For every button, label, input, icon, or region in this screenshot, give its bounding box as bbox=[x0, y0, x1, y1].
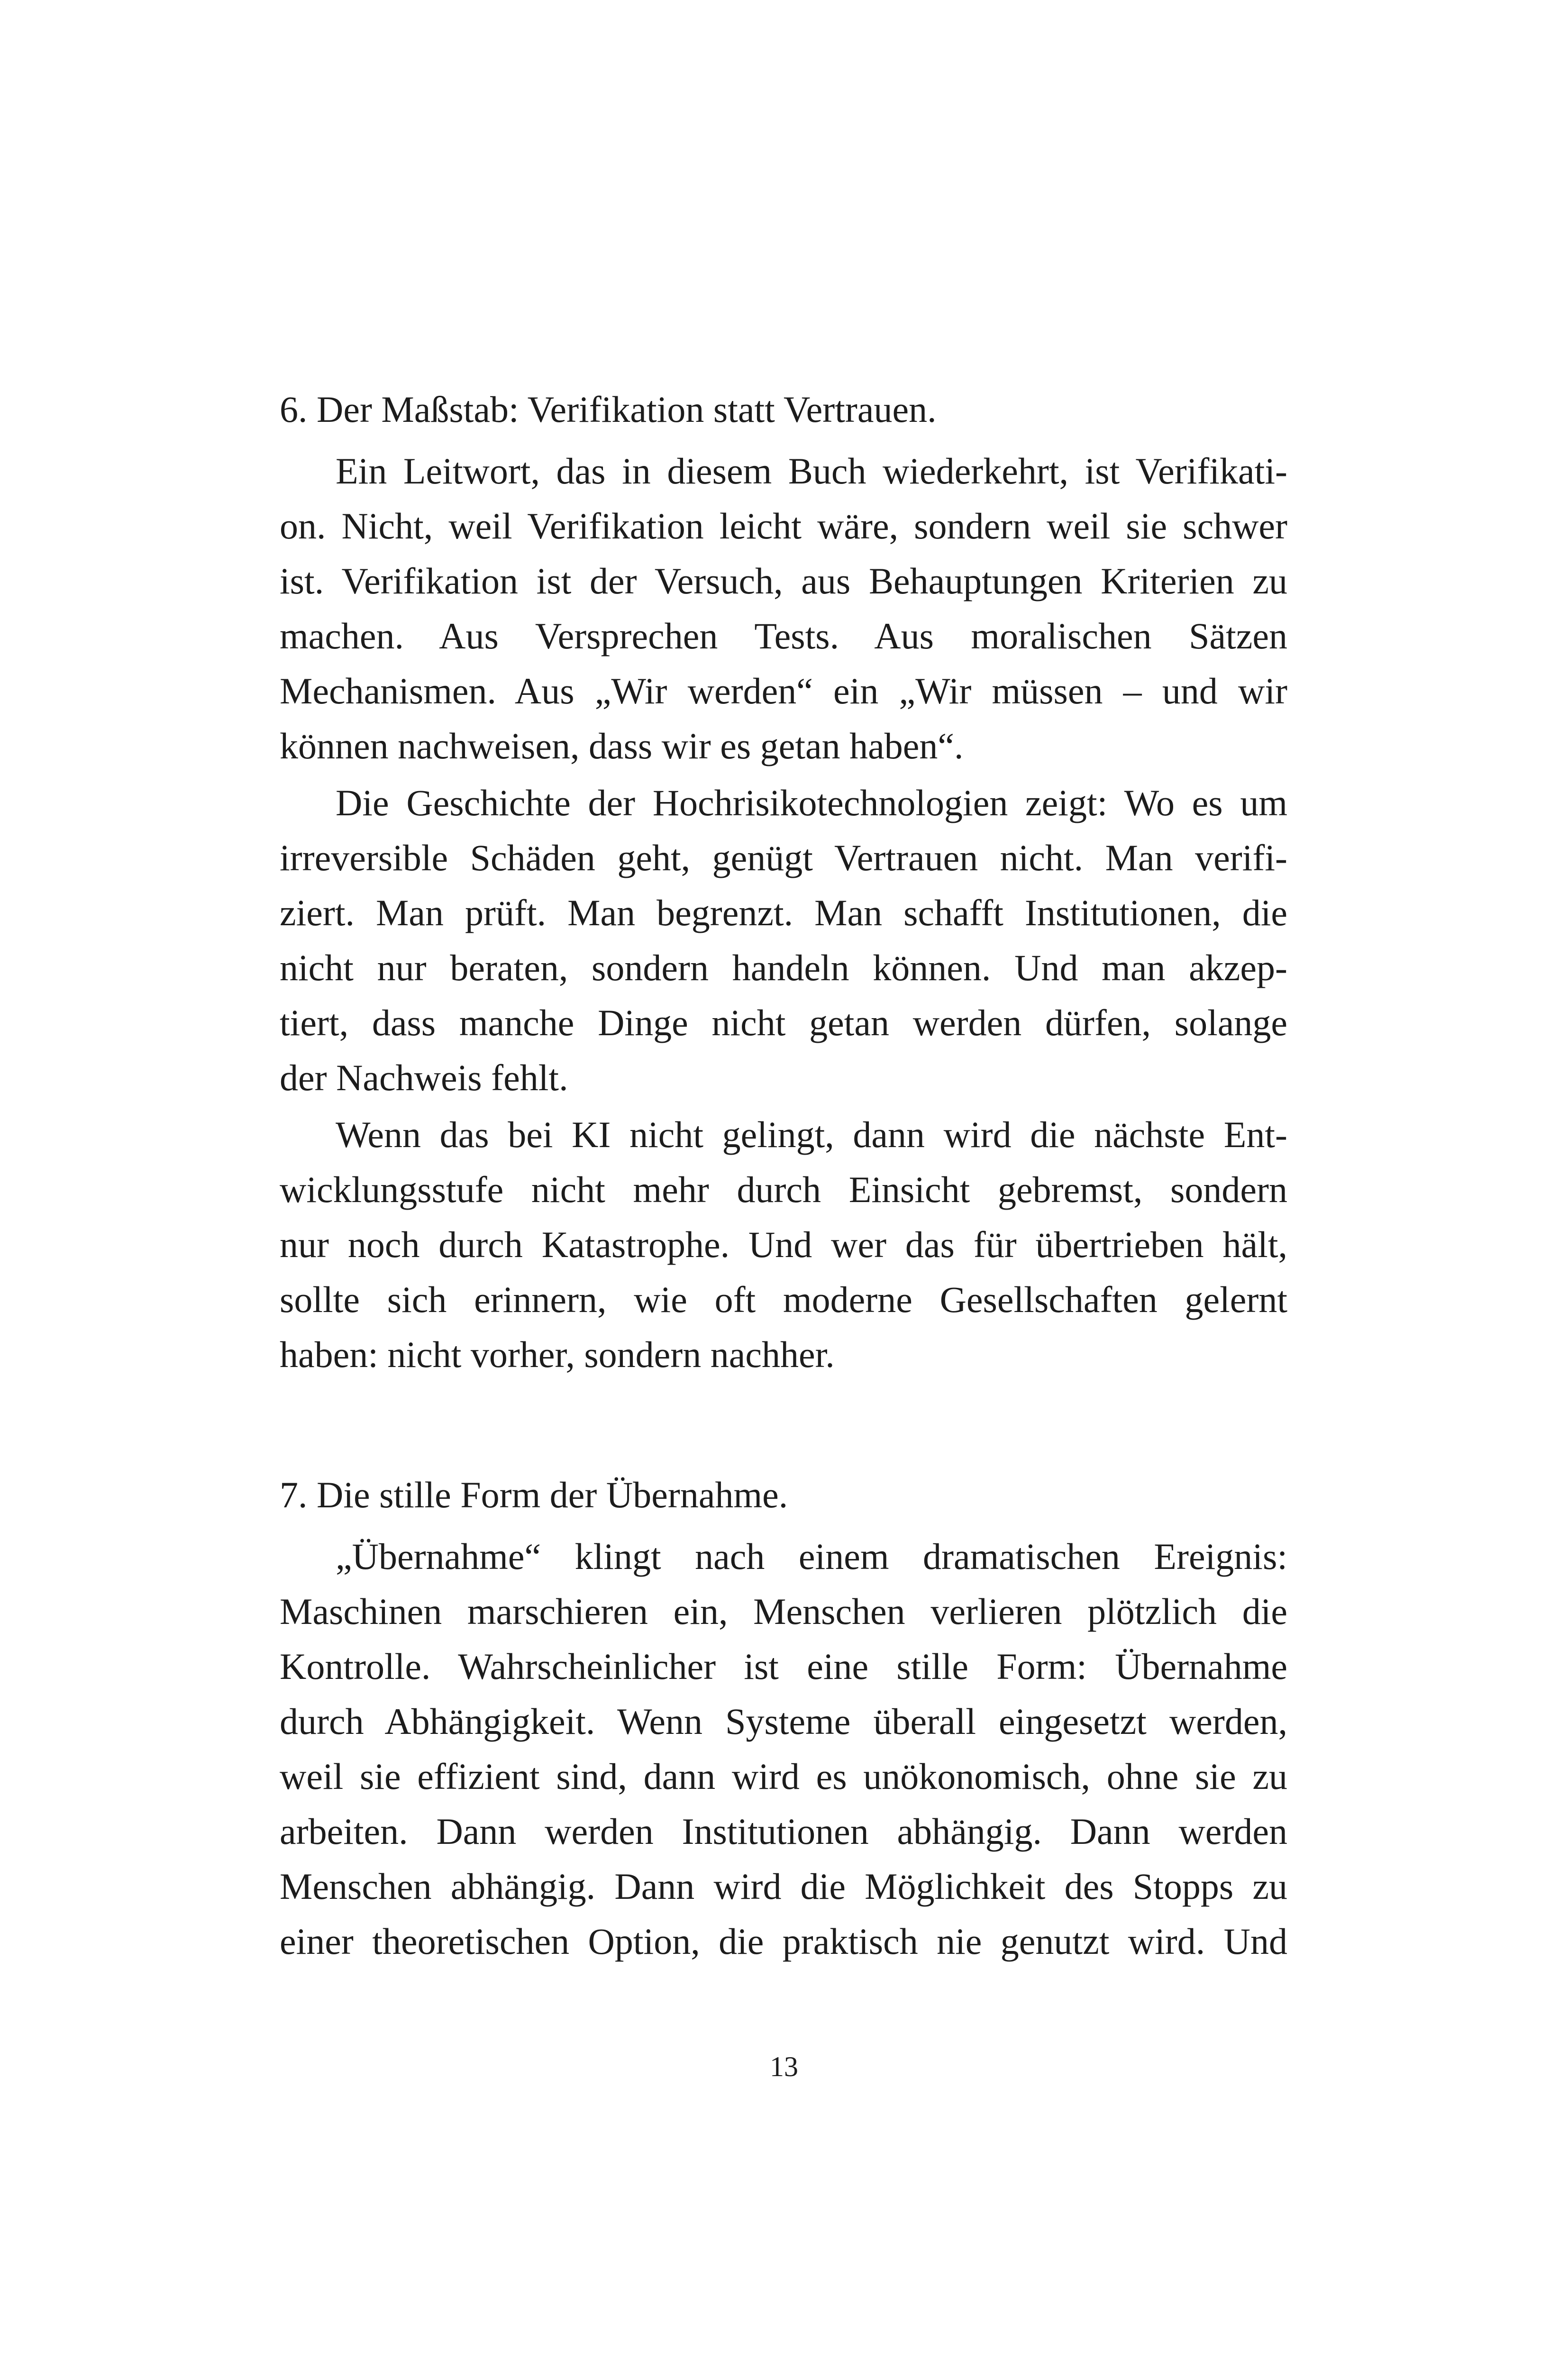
text-line: ist. Verifikation ist der Versuch, aus Behauptungen Kriterien zu bbox=[280, 560, 1287, 602]
text-line: on. Nicht, weil Verifikation leicht wäre, sondern weil sie schwer bbox=[280, 505, 1287, 547]
text-line: der Nachweis fehlt. bbox=[280, 1057, 568, 1098]
text-line: Kontrolle. Wahrscheinlicher ist eine stille Form: Übernahme bbox=[280, 1646, 1287, 1687]
page-number: 13 bbox=[770, 2051, 798, 2082]
paragraph bbox=[280, 1107, 1287, 1382]
text-line: „Übernahme“ klingt nach einem dramatischen Ereignis: bbox=[336, 1536, 1287, 1577]
text-line: arbeiten. Dann werden Institutionen abhängig. Dann werden bbox=[280, 1811, 1287, 1852]
section-heading bbox=[280, 382, 1287, 437]
text-line: ziert. Man prüft. Man begrenzt. Man schafft Institutionen, die bbox=[280, 892, 1287, 933]
text-line: einer theoretischen Option, die praktisch nie genutzt wird. Und bbox=[280, 1921, 1287, 1962]
section-heading-text: 7. Die stille Form der Übernahme. bbox=[280, 1474, 788, 1515]
text-line: durch Abhängigkeit. Wenn Systeme überall eingesetzt werden, bbox=[280, 1701, 1287, 1742]
paragraph bbox=[280, 444, 1287, 774]
text-line: haben: nicht vorher, sondern nachher. bbox=[280, 1334, 835, 1375]
text-line: wicklungsstufe nicht mehr durch Einsicht gebremst, sondern bbox=[280, 1169, 1287, 1210]
text-line: Wenn das bei KI nicht gelingt, dann wird die nächste Ent- bbox=[336, 1114, 1287, 1155]
text-line: Menschen abhängig. Dann wird die Möglichkeit des Stopps zu bbox=[280, 1866, 1287, 1907]
text-line: Die Geschichte der Hochrisikotechnologien zeigt: Wo es um bbox=[336, 782, 1287, 823]
text-line: Maschinen marschieren ein, Menschen verlieren plötzlich die bbox=[280, 1591, 1287, 1632]
text-line: nur noch durch Katastrophe. Und wer das für übertrieben hält, bbox=[280, 1224, 1287, 1265]
paragraph bbox=[280, 1529, 1287, 1969]
text-line: Mechanismen. Aus „Wir werden“ ein „Wir müssen – und wir bbox=[280, 670, 1287, 711]
paragraph bbox=[280, 775, 1287, 1105]
text-line: tiert, dass manche Dinge nicht getan werden dürfen, solange bbox=[280, 1002, 1287, 1043]
section-heading bbox=[280, 1468, 1287, 1522]
section-heading-text: 6. Der Maßstab: Verifikation statt Vertrauen. bbox=[280, 389, 937, 430]
text-line: sollte sich erinnern, wie oft moderne Gesellschaften gelernt bbox=[280, 1279, 1287, 1320]
text-line: Ein Leitwort, das in diesem Buch wiederkehrt, ist Verifikati- bbox=[336, 450, 1287, 492]
text-line: weil sie effizient sind, dann wird es unökonomisch, ohne sie zu bbox=[280, 1756, 1287, 1797]
text-line: können nachweisen, dass wir es getan haben“. bbox=[280, 725, 964, 766]
text-line: machen. Aus Versprechen Tests. Aus moralischen Sätzen bbox=[280, 615, 1287, 656]
text-line: irreversible Schäden geht, genügt Vertrauen nicht. Man verifi- bbox=[280, 837, 1287, 878]
text-line: nicht nur beraten, sondern handeln können. Und man akzep- bbox=[280, 947, 1287, 988]
